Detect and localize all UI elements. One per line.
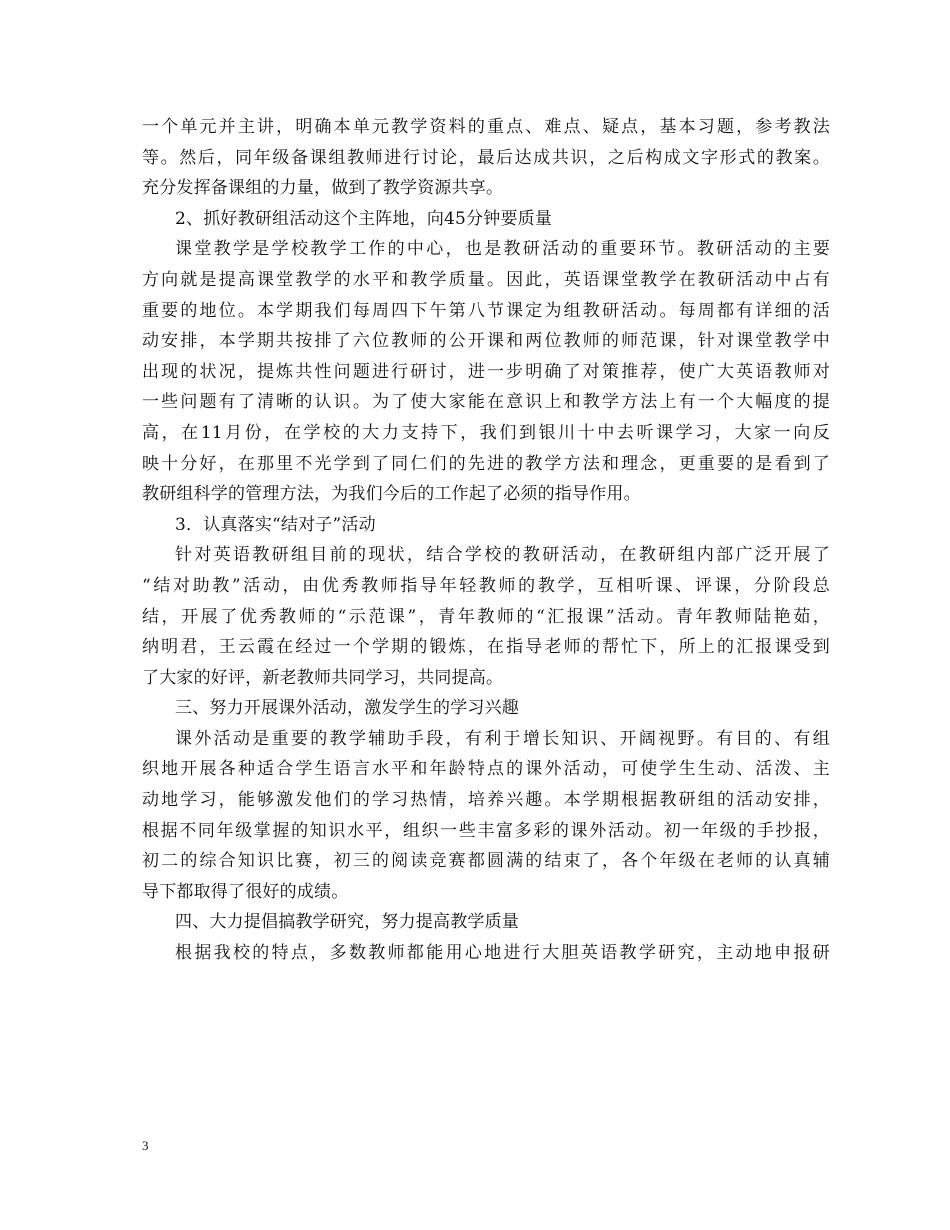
text-line: 一些问题有了清晰的认识。为了使大家能在意识上和教学方法上有一个大幅度的提 — [142, 392, 830, 413]
text-line: 初二的综合知识比赛，初三的阅读竞赛都圆满的结束了，各个年级在老师的认真辅 — [142, 851, 830, 872]
text-line: 教研组科学的管理方法，为我们今后的工作起了必须的指导作用。 — [142, 484, 641, 505]
text-line: 导下都取得了很好的成绩。 — [142, 881, 349, 902]
section-heading: 三、努力开展课外活动，激发学生的学习兴趣 — [175, 698, 519, 719]
text-line: 动地学习，能够激发他们的学习热情，培养兴趣。本学期根据教研组的活动安排， — [142, 790, 830, 811]
text-line: 课外活动是重要的教学辅助手段，有利于增长知识、开阔视野。有目的、有组 — [175, 728, 830, 749]
body-text — [142, 112, 830, 969]
text-line: 动安排，本学期共按排了六位教师的公开课和两位教师的师范课，针对课堂教学中 — [142, 331, 830, 352]
text-line: 针对英语教研组目前的现状，结合学校的教研活动，在教研组内部广泛开展了 — [175, 545, 830, 566]
text-line: 织地开展各种适合学生语言水平和年龄特点的课外活动，可使学生生动、活泼、主 — [142, 759, 830, 780]
section-heading: 四、大力提倡搞教学研究，努力提高教学质量 — [175, 912, 519, 933]
text-line: 高，在11月份，在学校的大力支持下，我们到银川十中去听课学习，大家一向反 — [142, 422, 830, 443]
text-line: 了大家的好评，新老教师共同学习，共同提高。 — [142, 667, 504, 688]
text-line: 课堂教学是学校教学工作的中心，也是教研活动的重要环节。教研活动的主要 — [175, 239, 830, 260]
text-line: 重要的地位。本学期我们每周四下午第八节课定为组教研活动。每周都有详细的活 — [142, 300, 830, 321]
section-heading: 3．认真落实“结对子”活动 — [175, 514, 376, 535]
text-line: 一个单元并主讲，明确本单元教学资料的重点、难点、疑点，基本习题，参考教法 — [142, 117, 830, 137]
page-number: 3 — [142, 1138, 149, 1153]
text-line: 结，开展了优秀教师的“示范课”，青年教师的“汇报课”活动。青年教师陆艳茹， — [142, 606, 830, 627]
text-line: 根据不同年级掌握的知识水平，组织一些丰富多彩的课外活动。初一年级的手抄报， — [142, 820, 830, 841]
section-heading: 2、抓好教研组活动这个主阵地，向45分钟要质量 — [175, 208, 553, 229]
text-line: 根据我校的特点，多数教师都能用心地进行大胆英语教学研究，主动地申报研 — [175, 943, 830, 964]
text-line: 映十分好，在那里不光学到了同仁们的先进的教学方法和理念，更重要的是看到了 — [142, 453, 830, 474]
text-line: 充分发挥备课组的力量，做到了教学资源共享。 — [142, 178, 504, 199]
text-line: 纳明君，王云霞在经过一个学期的锻炼，在指导老师的帮忙下，所上的汇报课受到 — [142, 637, 830, 658]
text-line: “结对助教”活动，由优秀教师指导年轻教师的教学，互相听课、评课，分阶段总 — [142, 575, 830, 596]
text-line: 等。然后，同年级备课组教师进行讨论，最后达成共识，之后构成文字形式的教案。 — [142, 147, 830, 168]
text-line: 方向就是提高课堂教学的水平和教学质量。因此，英语课堂教学在教研活动中占有 — [142, 269, 830, 290]
text-line: 出现的状况，提炼共性问题进行研讨，进一步明确了对策推荐，使广大英语教师对 — [142, 361, 830, 382]
